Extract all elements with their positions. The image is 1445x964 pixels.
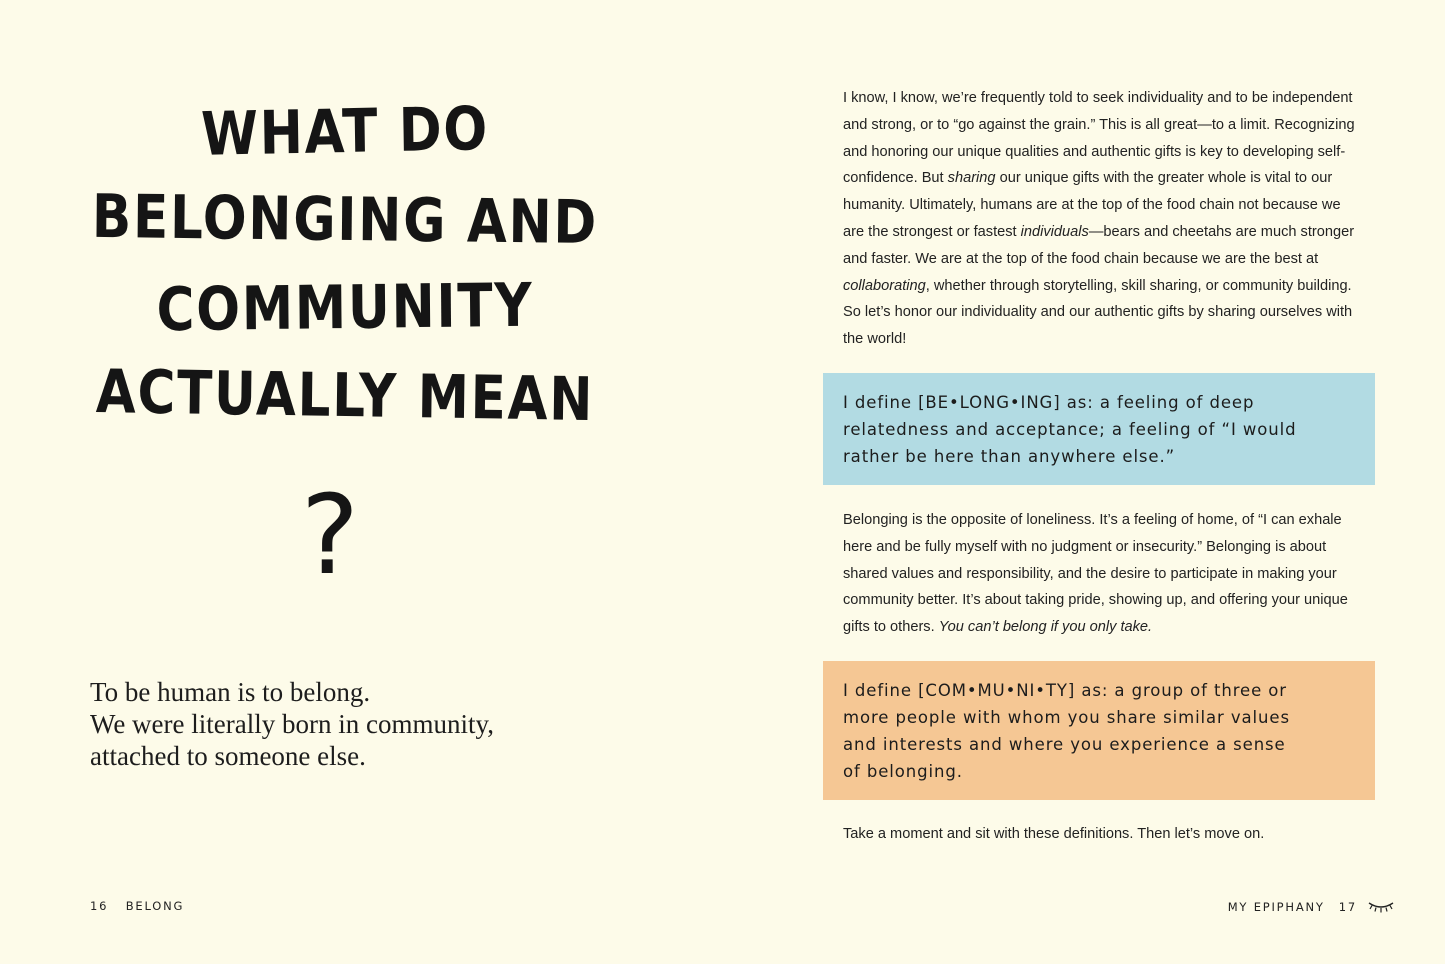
quote-line: To be human is to belong. [90,677,371,707]
paragraph-2 [843,507,1363,641]
definition-line: rather be here than anywhere else.” [843,447,1176,466]
p1-text: our unique gifts with the greater whole is vital to our humanity. Ultimately, humans are at the top of the food chain not because we are the strongest or fastest [843,170,1341,240]
right-footer [1228,899,1395,915]
intro-paragraph [843,85,1363,353]
definition-line: I define [BE•LONG•ING] as: a feeling of deep [843,393,1255,412]
definition-line: relatedness and acceptance; a feeling of “I would [843,420,1297,439]
page-number-right: 17 [1338,900,1357,914]
handwritten-title [83,88,608,440]
left-page [0,0,722,964]
p1-text: , whether through storytelling, skill sharing, or community building. So let’s honor our individuality and our authentic gifts by sharing ourselves with the world! [843,277,1353,348]
p1-text: I know, I know, we’re frequently told to seek individuality and to be independent and strong, or to “go against the grain.” This is all great—to a limit. Recognizing and honoring our unique qualities and authentic gifts is key to developing self-confidence. But [843,90,1355,187]
pull-quote [90,676,610,772]
p1-emphasis-sharing: sharing [947,170,996,187]
definition-line: and interests and where you experience a sense [843,735,1286,754]
definition-line: I define [COM•MU•NI•TY] as: a group of three or [843,681,1287,700]
left-footer [90,899,184,913]
title-line: ACTUALLY MEAN [95,356,595,436]
p1-emphasis-individuals: individuals [1020,223,1089,240]
p1-text: —bears and cheetahs are much stronger and faster. We are at the top of the food chain because we are the best at [843,223,1355,267]
paragraph-1 [843,85,1363,353]
title-line: BELONGING AND [91,181,599,259]
quote-line: attached to someone else. [90,741,366,771]
page-number-left: 16 [90,899,109,913]
belonging-paragraph [843,507,1363,641]
running-head-right: MY EPIPHANY [1227,900,1325,914]
title-line: WHAT DO [200,94,490,170]
closed-eye-lashes-icon [1367,899,1395,915]
belonging-definition-box [823,373,1375,485]
p1-emphasis-collaborating: collaborating [843,277,926,294]
p2-text: Belonging is the opposite of loneliness. It’s a feeling of home, of “I can exhale here and be fully myself with no judgment or insecurity.” Belonging is about shared values and responsibility, and the desire to participate in making your community better. It’s about taking pride, showing up, and offering your unique gifts to others. [843,512,1348,636]
paragraph-3: Take a moment and sit with these definitions. Then let’s move on. [843,826,1265,842]
right-page [722,0,1445,964]
title-line: COMMUNITY [156,270,534,346]
community-definition-box [823,661,1375,800]
closing-paragraph [843,821,1363,848]
running-head-left: BELONG [125,899,185,913]
definition-line: more people with whom you share similar values [843,708,1290,727]
p2-emphasis: You can’t belong if you only take. [938,619,1153,636]
handwritten-question-mark: ? [300,471,360,599]
definition-line: of belonging. [843,762,963,781]
quote-line: We were literally born in community, [90,709,494,739]
